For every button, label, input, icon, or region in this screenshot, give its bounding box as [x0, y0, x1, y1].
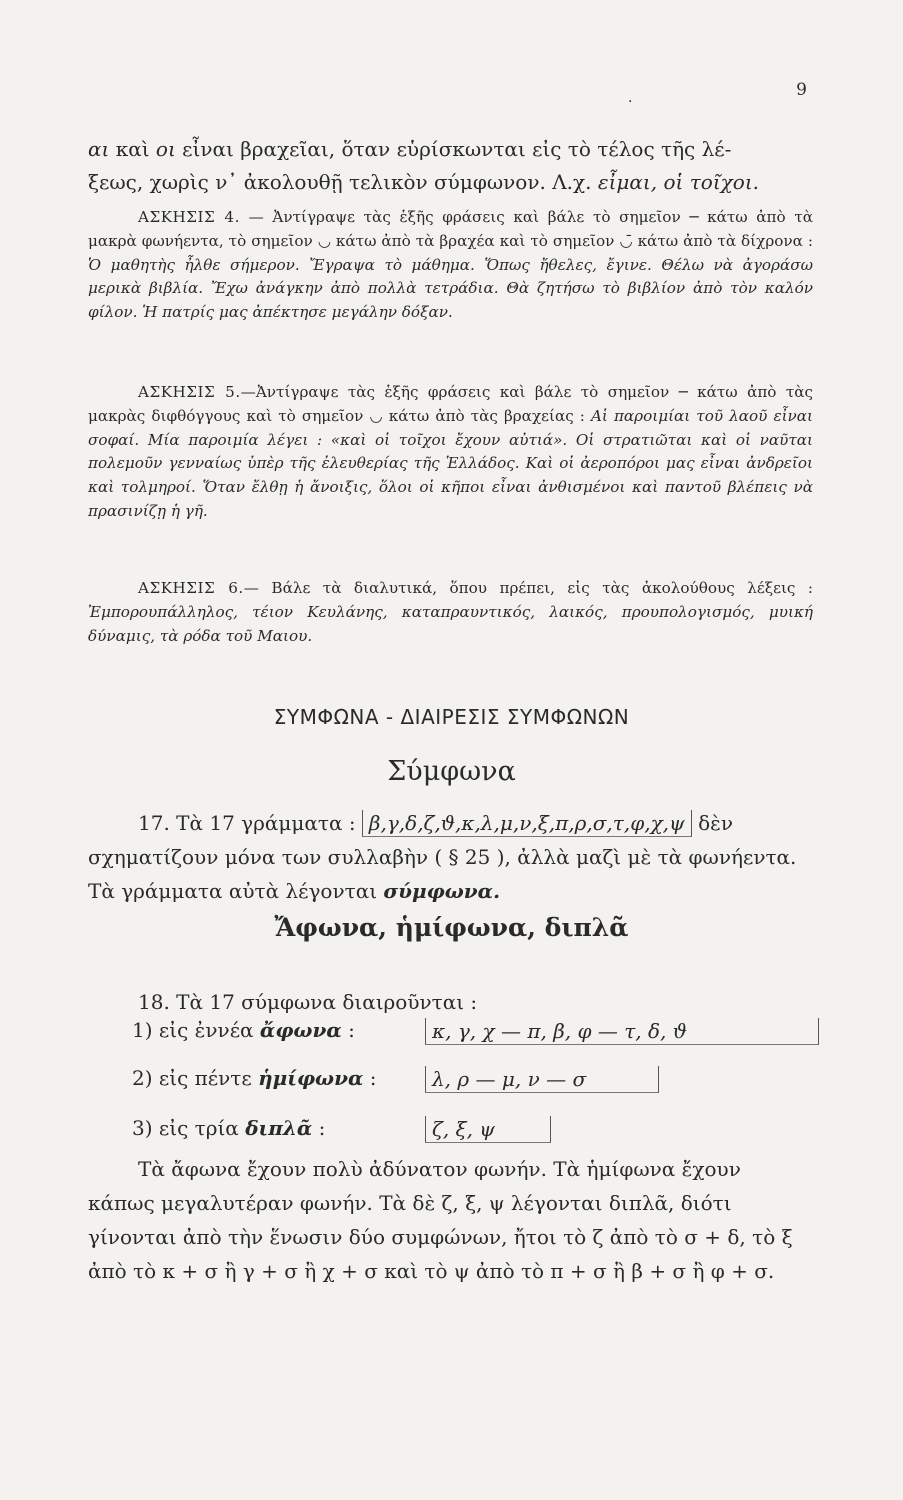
group-letters: λ, ρ — μ, ν — σ: [425, 1066, 659, 1093]
group-term: ἄφωνα: [259, 1018, 342, 1042]
exercise-words: Ἐμπορουπάλληλος, τέιον Κευλάνης, καταπραυντικός, λαικός, προυπολογισμός, μυική δύναμις, τὰ ρόδα τοῦ Μαιου.: [88, 602, 813, 645]
exercise-heading: ΑΣΚΗΣΙΣ 5.: [138, 383, 241, 401]
group-term: ἡμίφωνα: [258, 1066, 364, 1090]
exercise-instructions: — Βάλε τὰ διαλυτικά, ὅπου πρέπει, εἰς τὰς ἀκολούθους λέξεις :: [243, 579, 814, 597]
final-paragraph: [88, 1152, 813, 1288]
paragraph-text: δὲν σχηματίζουν μόνα των συλλαβὴν ( § 25 ), ἀλλὰ μαζὶ μὲ τὰ φωνήεντα. Τὰ γράμματα αὐτὰ λέγονται: [88, 811, 797, 903]
term-symfona: σύμφωνα.: [383, 879, 501, 903]
group-label: [132, 1018, 355, 1042]
group-label-colon: :: [341, 1018, 355, 1042]
exercise-sentences: Ὁ μαθητὴς ἦλθε σήμερον. Ἔγραψα τὸ μάθημα. Ὅπως ἤθελες, ἔγινε. Θέλω νὰ ἀγοράσω μερικὰ βιβλία. Ἔχω ἀνάγκην ἀπὸ πολλὰ τετράδια. Θὰ ζητήσω τὸ βιβλίον ἀπὸ τὸν καλόν φίλον. Ἡ πατρίς μας ἀπέκτησε μεγάλην δόξαν.: [88, 255, 813, 322]
group-label-text: 3) εἰς τρία: [132, 1116, 246, 1140]
exercise-heading: ΑΣΚΗΣΙΣ 4.: [138, 208, 240, 226]
page-number: 9: [796, 80, 807, 100]
exercise-heading: ΑΣΚΗΣΙΣ 6.: [138, 579, 244, 597]
intro-text: εἶναι βραχεῖαι, ὅταν εὑρίσκωνται εἰς τὸ τέλος τῆς λέ-: [175, 137, 732, 161]
consonant-group-imifona: [132, 1066, 587, 1091]
consonant-list: β,γ,δ,ζ,ϑ,κ,λ,μ,ν,ξ,π,ρ,σ,τ,φ,χ,ψ: [362, 810, 692, 837]
exercise-instructions: —Ἀντίγραψε τὰς ἑξῆς φράσεις καὶ βάλε τὸ σημεῖον ─ κάτω ἀπὸ τὰς μακρὰς διφθόγγους καὶ τὸ σημεῖον ◡ κάτω ἀπὸ τὰς βραχείας :: [88, 383, 813, 425]
group-label-text: 1) εἰς ἐννέα: [132, 1018, 260, 1042]
paragraph-lead: 17. Τὰ 17 γράμματα :: [138, 811, 362, 835]
group-label: [132, 1066, 376, 1090]
intro-text: ξεως, χωρὶς ν᾿ ἀκολουθῇ τελικὸν σύμφωνον. Λ.χ.: [88, 170, 598, 194]
paragraph-lead: 18. Τὰ 17 σύμφωνα διαιροῦνται :: [138, 990, 478, 1014]
group-term: διπλᾶ: [245, 1116, 313, 1140]
section-heading: ΣΥΜΦΩΝΑ - ΔΙΑΙΡΕΣΙΣ ΣΥΜΦΩΝΩΝ: [273, 705, 630, 729]
intro-text: αι: [88, 137, 110, 161]
group-letters: ζ, ξ, ψ: [425, 1116, 551, 1143]
exercise-4: [88, 206, 813, 325]
intro-paragraph: [88, 133, 813, 199]
exercise-6: [88, 577, 813, 648]
final-text: Τὰ ἄφωνα ἔχουν πολὺ ἀδύνατον φωνήν. Τὰ ἡμίφωνα ἔχουν κάπως μεγαλυτέραν φωνήν. Τὰ δὲ ζ, ξ, ψ λέγονται διπλᾶ, διότι γίνονται ἀπὸ τὴν ἕνωσιν δύο συμφώνων, ἤτοι τὸ ζ ἀπὸ τὸ σ + δ, τὸ ξ ἀπὸ τὸ κ + σ ἢ γ + σ ἢ χ + σ καὶ τὸ ψ ἀπὸ τὸ π + σ ἢ β + σ ἢ φ + σ.: [88, 1157, 793, 1283]
subsection-heading: Σύμφωνα: [387, 756, 516, 787]
group-letters: κ, γ, χ — π, β, φ — τ, δ, ϑ: [425, 1018, 819, 1045]
intro-text: καὶ: [109, 137, 156, 161]
group-label-colon: :: [363, 1066, 377, 1090]
intro-text: οι: [155, 137, 176, 161]
intro-example: εἶμαι, οἱ τοῖχοι.: [597, 170, 760, 194]
consonant-group-dipla: [132, 1116, 495, 1141]
exercise-sentences: Αἱ παροιμίαι τοῦ λαοῦ εἶναι σοφαί. Μία παροιμία λέγει : «καὶ οἱ τοῖχοι ἔχουν αὐτιά». Οἱ στρατιῶται καὶ οἱ ναῦται πολεμοῦν γενναίως ὑπὲρ τῆς ἐλευθερίας τῆς Ἑλλάδος. Καὶ οἱ ἀεροπόροι μας εἶναι ἀνδρεῖοι καὶ τολμηροί. Ὅταν ἔλθῃ ἡ ἄνοιξις, ὅλοι οἱ κῆποι εἶναι ἀνθισμένοι καὶ παντοῦ βλέπεις νὰ πρασινίζῃ ἡ γῆ.: [88, 406, 813, 520]
paragraph-17: [88, 806, 813, 908]
subsection-heading-2: Ἄφωνα, ἡμίφωνα, διπλᾶ: [274, 913, 629, 942]
exercise-5: [88, 381, 813, 524]
exercise-instructions: — Ἀντίγραψε τὰς ἑξῆς φράσεις καὶ βάλε τὸ σημεῖον ─ κάτω ἀπὸ τὰ μακρὰ φωνήεντα, τὸ σημεῖον ◡ κάτω ἀπὸ τὰ βραχέα καὶ τὸ σημεῖον ◡̄ κάτω ἀπὸ τὰ δίχρονα :: [88, 208, 813, 250]
group-label: [132, 1116, 325, 1140]
stray-dot: .: [628, 90, 633, 106]
consonant-group-afona: [132, 1018, 688, 1043]
group-label-colon: :: [312, 1116, 326, 1140]
paragraph-18: [88, 985, 813, 1019]
group-label-text: 2) εἰς πέντε: [132, 1066, 259, 1090]
